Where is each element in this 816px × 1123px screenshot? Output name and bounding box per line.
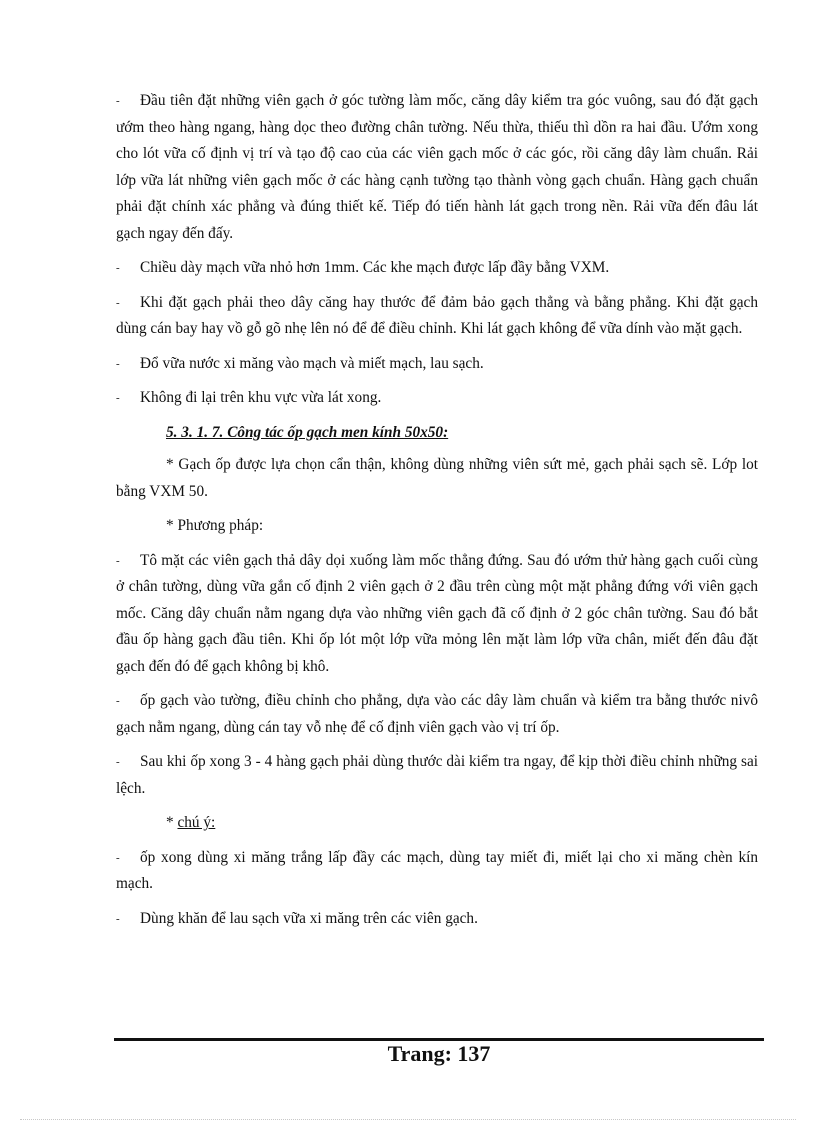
bullet-marker: - (116, 851, 120, 864)
intro-paragraph: * Gạch ốp được lựa chọn cẩn thận, không dùng những viên sứt mẻ, gạch phải sạch sẽ. Lớp lot bằng VXM 50. (116, 456, 758, 500)
bullet-marker: - (116, 756, 120, 768)
list-item: - Không đi lại trên khu vực vừa lát xong. (116, 385, 758, 412)
page-number: Trang: 137 (387, 1041, 491, 1066)
document-body (116, 88, 758, 940)
list-item: - Sau khi ốp xong 3 - 4 hàng gạch phải dùng thước dài kiểm tra ngay, để kịp thời điều chỉnh những sai lệch. (116, 749, 758, 802)
list-item: - Đầu tiên đặt những viên gạch ở góc tường làm mốc, căng dây kiểm tra góc vuông, sau đó đặt gạch ướm theo hàng ngang, hàng dọc theo đường chân tường. Nếu thừa, thiếu thì dồn ra hai đầu. Ướm xong cho lót vữa cố định vị trí và tạo độ cao của các viên gạch mốc ở các góc, rồi căng dây làm chuẩn. Rải lớp vữa lát những viên gạch mốc ở các hàng cạnh tường tạo thành vòng gạch chuẩn. Hàng gạch chuẩn phải đặt chính xác phẳng và đúng thiết kế. Tiếp đó tiến hành lát gạch trong nền. Rải vữa đến đâu lát gạch ngay đến đấy. (116, 88, 758, 247)
list-item: - Tô mặt các viên gạch thả dây dọi xuống làm mốc thẳng đứng. Sau đó ướm thử hàng gạch cuối cùng ở chân tường, dùng vữa gắn cố định 2 viên gạch ở 2 đầu trên cùng một mặt phẳng đứng với viên gạch mốc. Căng dây chuẩn nằm ngang dựa vào những viên gạch đã cố định ở 2 góc chân tường. Sau đó bắt đầu ốp hàng gạch đầu tiên. Khi ốp lót một lớp vữa mỏng lên mặt làm lớp vữa chân, miết đến đâu đặt gạch đến đó để gạch không bị khô. (116, 548, 758, 681)
bullet-marker: - (116, 392, 120, 404)
list-item: - Chiều dày mạch vữa nhỏ hơn 1mm. Các khe mạch được lấp đầy bằng VXM. (116, 255, 758, 282)
bullet-marker: - (116, 554, 120, 567)
bullet-marker: - (116, 695, 120, 707)
note-label: * chú ý: (166, 814, 216, 831)
page-edge-divider (20, 1119, 796, 1120)
bullet-marker: - (116, 262, 120, 274)
method-label: * Phương pháp: (166, 517, 264, 534)
list-item: - ốp xong dùng xi măng trắng lấp đầy các mạch, dùng tay miết đi, miết lại cho xi măng chèn kín mạch. (116, 845, 758, 898)
section-heading: 5. 3. 1. 7. Công tác ốp gạch men kính 50x50: (166, 423, 449, 441)
bullet-marker: - (116, 912, 120, 925)
list-item: - Khi đặt gạch phải theo dây căng hay thước để đảm bảo gạch thẳng và bằng phẳng. Khi đặt gạch dùng cán bay hay vồ gỗ gõ nhẹ lên nó để để điều chỉnh. Khi lát gạch không để vữa dính vào mặt gạch. (116, 290, 758, 343)
list-item: - Đổ vữa nước xi măng vào mạch và miết mạch, lau sạch. (116, 351, 758, 378)
bullet-marker: - (116, 95, 120, 107)
bullet-marker: - (116, 357, 120, 370)
list-item: - ốp gạch vào tường, điều chỉnh cho phẳng, dựa vào các dây làm chuẩn và kiểm tra bằng thước nivô gạch nằm ngang, dùng cán tay vỗ nhẹ để cố định viên gạch vào vị trí ốp. (116, 688, 758, 741)
list-item: - Dùng khăn để lau sạch vữa xi măng trên các viên gạch. (116, 906, 758, 933)
bullet-marker: - (116, 296, 120, 309)
